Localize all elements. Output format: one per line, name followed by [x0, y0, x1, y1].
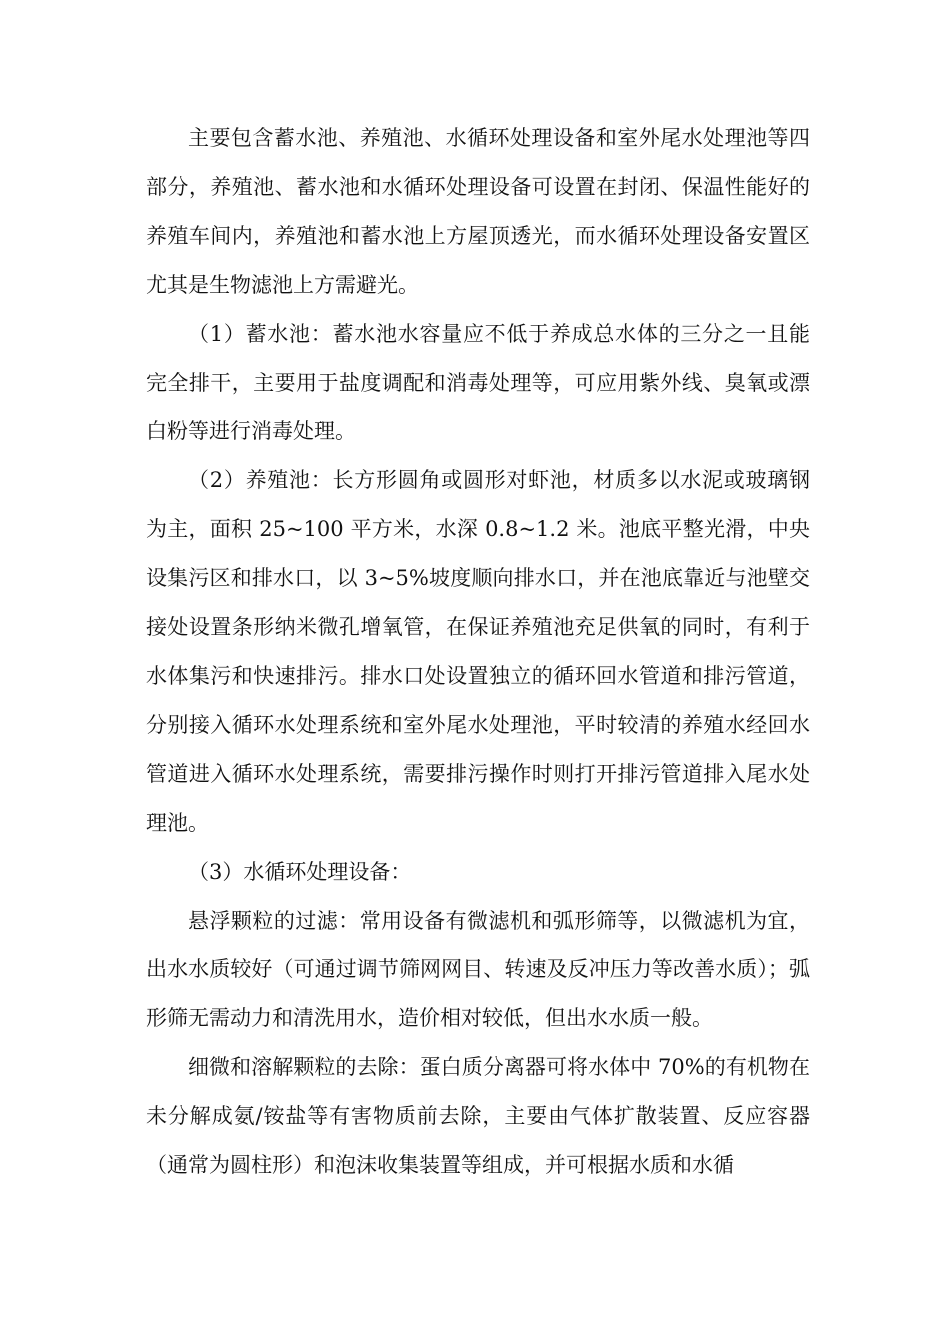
document-body — [146, 114, 810, 1190]
paragraph-suspended-particle-filtration: 悬浮颗粒的过滤：常用设备有微滤机和弧形筛等，以微滤机为宜，出水水质较好（可通过调节筛网网目、转速及反冲压力等改善水质）；弧形筛无需动力和清洗用水，造价相对较低，但出水水质一般。 — [146, 908, 810, 1031]
paragraph-fine-particle-removal: 细微和溶解颗粒的去除：蛋白质分离器可将水体中 70%的有机物在未分解成氨/铵盐等有害物质前去除，主要由气体扩散装置、反应容器（通常为圆柱形）和泡沫收集装置等组成，并可根据水质和水循 — [146, 1055, 810, 1178]
paragraph-water-treatment-heading: （3）水循环处理设备： — [188, 859, 412, 884]
paragraph-system-overview: 主要包含蓄水池、养殖池、水循环处理设备和室外尾水处理池等四部分，养殖池、蓄水池和水循环处理设备可设置在封闭、保温性能好的养殖车间内，养殖池和蓄水池上方屋顶透光，而水循环处理设备安置区尤其是生物滤池上方需避光。 — [146, 126, 810, 297]
paragraph-culture-pond: （2）养殖池：长方形圆角或圆形对虾池，材质多以水泥或玻璃钢为主，面积 25~100 平方米，水深 0.8~1.2 米。池底平整光滑，中央设集污区和排水口，以 3~5%坡度顺向排水口，并在池底靠近与池壁交接处设置条形纳米微孔增氧管，在保证养殖池充足供氧的同时，有利于水体集污和快速排污。排水口处设置独立的循环回水管道和排污管道，分别接入循环水处理系统和室外尾水处理池，平时较清的养殖水经回水管道进入循环水处理系统，需要排污操作时则打开排污管道排入尾水处理池。 — [146, 468, 810, 835]
paragraph-reservoir: （1）蓄水池：蓄水池水容量应不低于养成总水体的三分之一且能完全排干，主要用于盐度调配和消毒处理等，可应用紫外线、臭氧或漂白粉等进行消毒处理。 — [146, 321, 810, 444]
